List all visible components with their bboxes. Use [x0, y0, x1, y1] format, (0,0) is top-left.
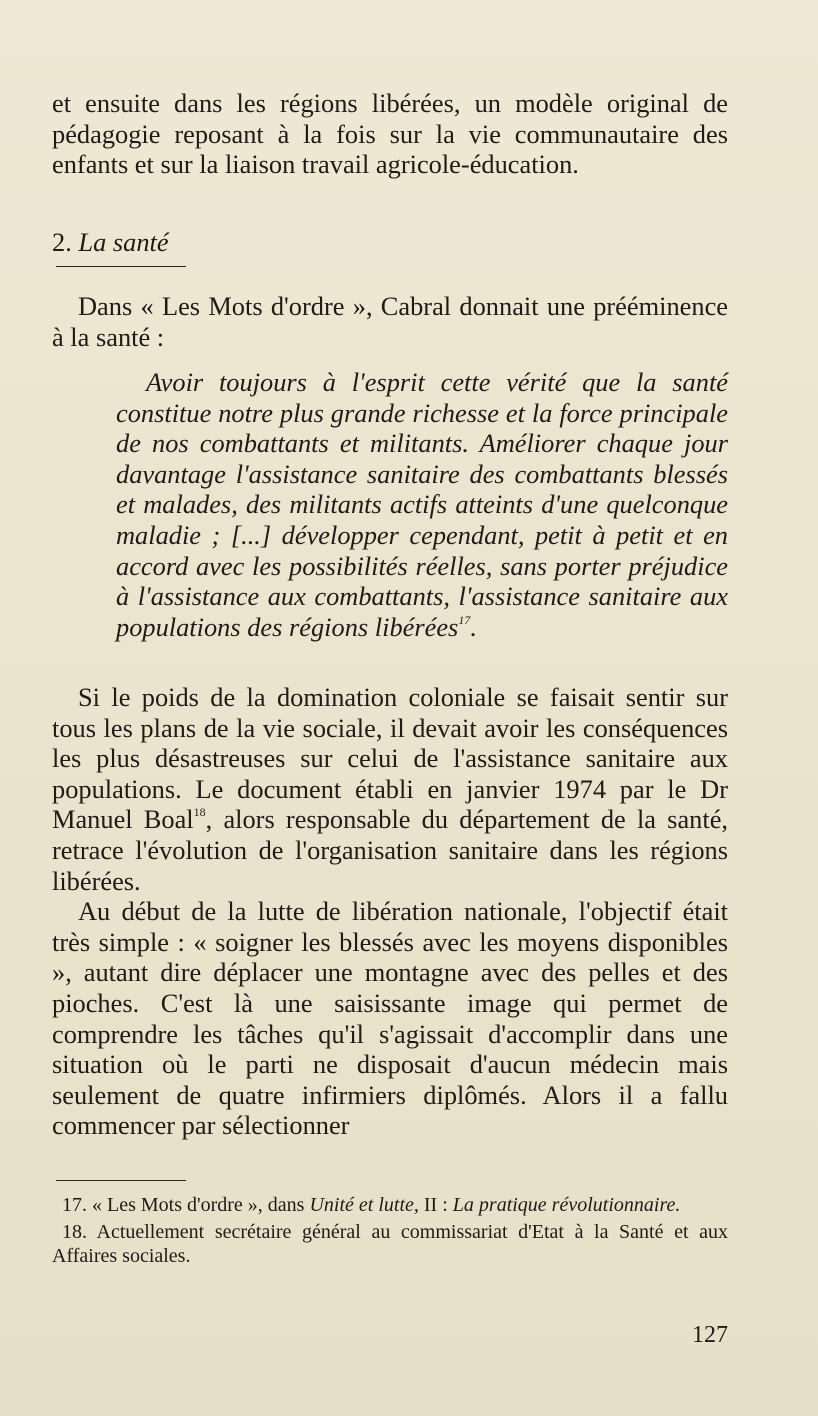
- footnotes: [52, 1193, 728, 1271]
- footnote-17: [52, 1193, 728, 1218]
- footnote-18: [52, 1220, 728, 1269]
- footnote-18-number: 18.: [62, 1220, 87, 1243]
- footnote-17-subtitle: La pratique révolutionnaire.: [452, 1194, 681, 1216]
- paragraph1-footnote-ref: 18: [193, 805, 206, 820]
- block-quote: [116, 367, 728, 642]
- paragraph-liberation-struggle: Au début de la lutte de libération nationale, l'objectif était très simple : « soigner les blessés avec les moyens disponibles », autant dire déplacer une montagne avec des pelles et des pioches. C'est là une saisissante image qui permet de comprendre les tâches qu'il s'agissait d'accomplir dans une situation où le parti ne disposait d'aucun médecin mais seulement de quatre infirmiers diplômés. Alors il a fallu commencer par sélectionner: [52, 896, 728, 1141]
- quote-footnote-ref: 17: [458, 612, 471, 627]
- footnote-17-text-before: « Les Mots d'ordre », dans: [92, 1194, 305, 1216]
- footnote-18-text: Actuellement secrétaire général au commissariat d'Etat à la Santé et aux Affaires sociales.: [52, 1220, 728, 1267]
- quote-end-punctuation: .: [470, 611, 477, 642]
- health-intro-paragraph: [52, 291, 728, 352]
- section-number: 2.: [52, 227, 72, 257]
- paragraph1-part1: Si le poids de la domination coloniale se faisait sentir sur tous les plans de la vie sociale, il devait avoir les conséquences les plus désastreuses sur celui de l'assistance sanitaire aux populations. Le document établi en janvier 1974 par le Dr Manuel Boal: [52, 682, 728, 835]
- section-title: La santé: [78, 227, 169, 257]
- main-body: [52, 682, 728, 1141]
- footnote-17-volume: II :: [423, 1194, 448, 1216]
- footnote-17-number: 17.: [62, 1194, 87, 1216]
- health-intro-text: Dans « Les Mots d'ordre », Cabral donnait une prééminence à la santé :: [52, 291, 728, 352]
- intro-text: et ensuite dans les régions libérées, un modèle original de pédagogie reposant à la fois sur la vie communautaire des enfants et sur la liaison travail agricole-éducation.: [52, 88, 728, 180]
- section-heading: [52, 227, 169, 257]
- quote-text: Avoir toujours à l'esprit cette vérité que la santé constitue notre plus grande richesse et la force principale de nos combattants et militants. Améliorer chaque jour davantage l'assistance sanitaire des combattants blessés et malades, des militants actifs atteints d'une quelconque maladie ; [...] développer cependant, petit à petit et en accord avec les possibilités réelles, sans porter préjudice à l'assistance aux combattants, l'assistance sanitaire aux populations des régions libérées: [116, 367, 728, 642]
- paragraph1-part2: , alors responsable du département de la santé, retrace l'évolution de l'organisation sanitaire dans les régions libérées.: [52, 804, 729, 896]
- page-number: 127: [692, 1322, 728, 1348]
- intro-paragraph: [52, 88, 728, 180]
- footnote-17-work-title: Unité et lutte,: [309, 1194, 419, 1216]
- footnote-separator: [56, 1180, 186, 1181]
- paragraph-colonial-domination: [52, 682, 728, 896]
- heading-underline: [56, 266, 186, 267]
